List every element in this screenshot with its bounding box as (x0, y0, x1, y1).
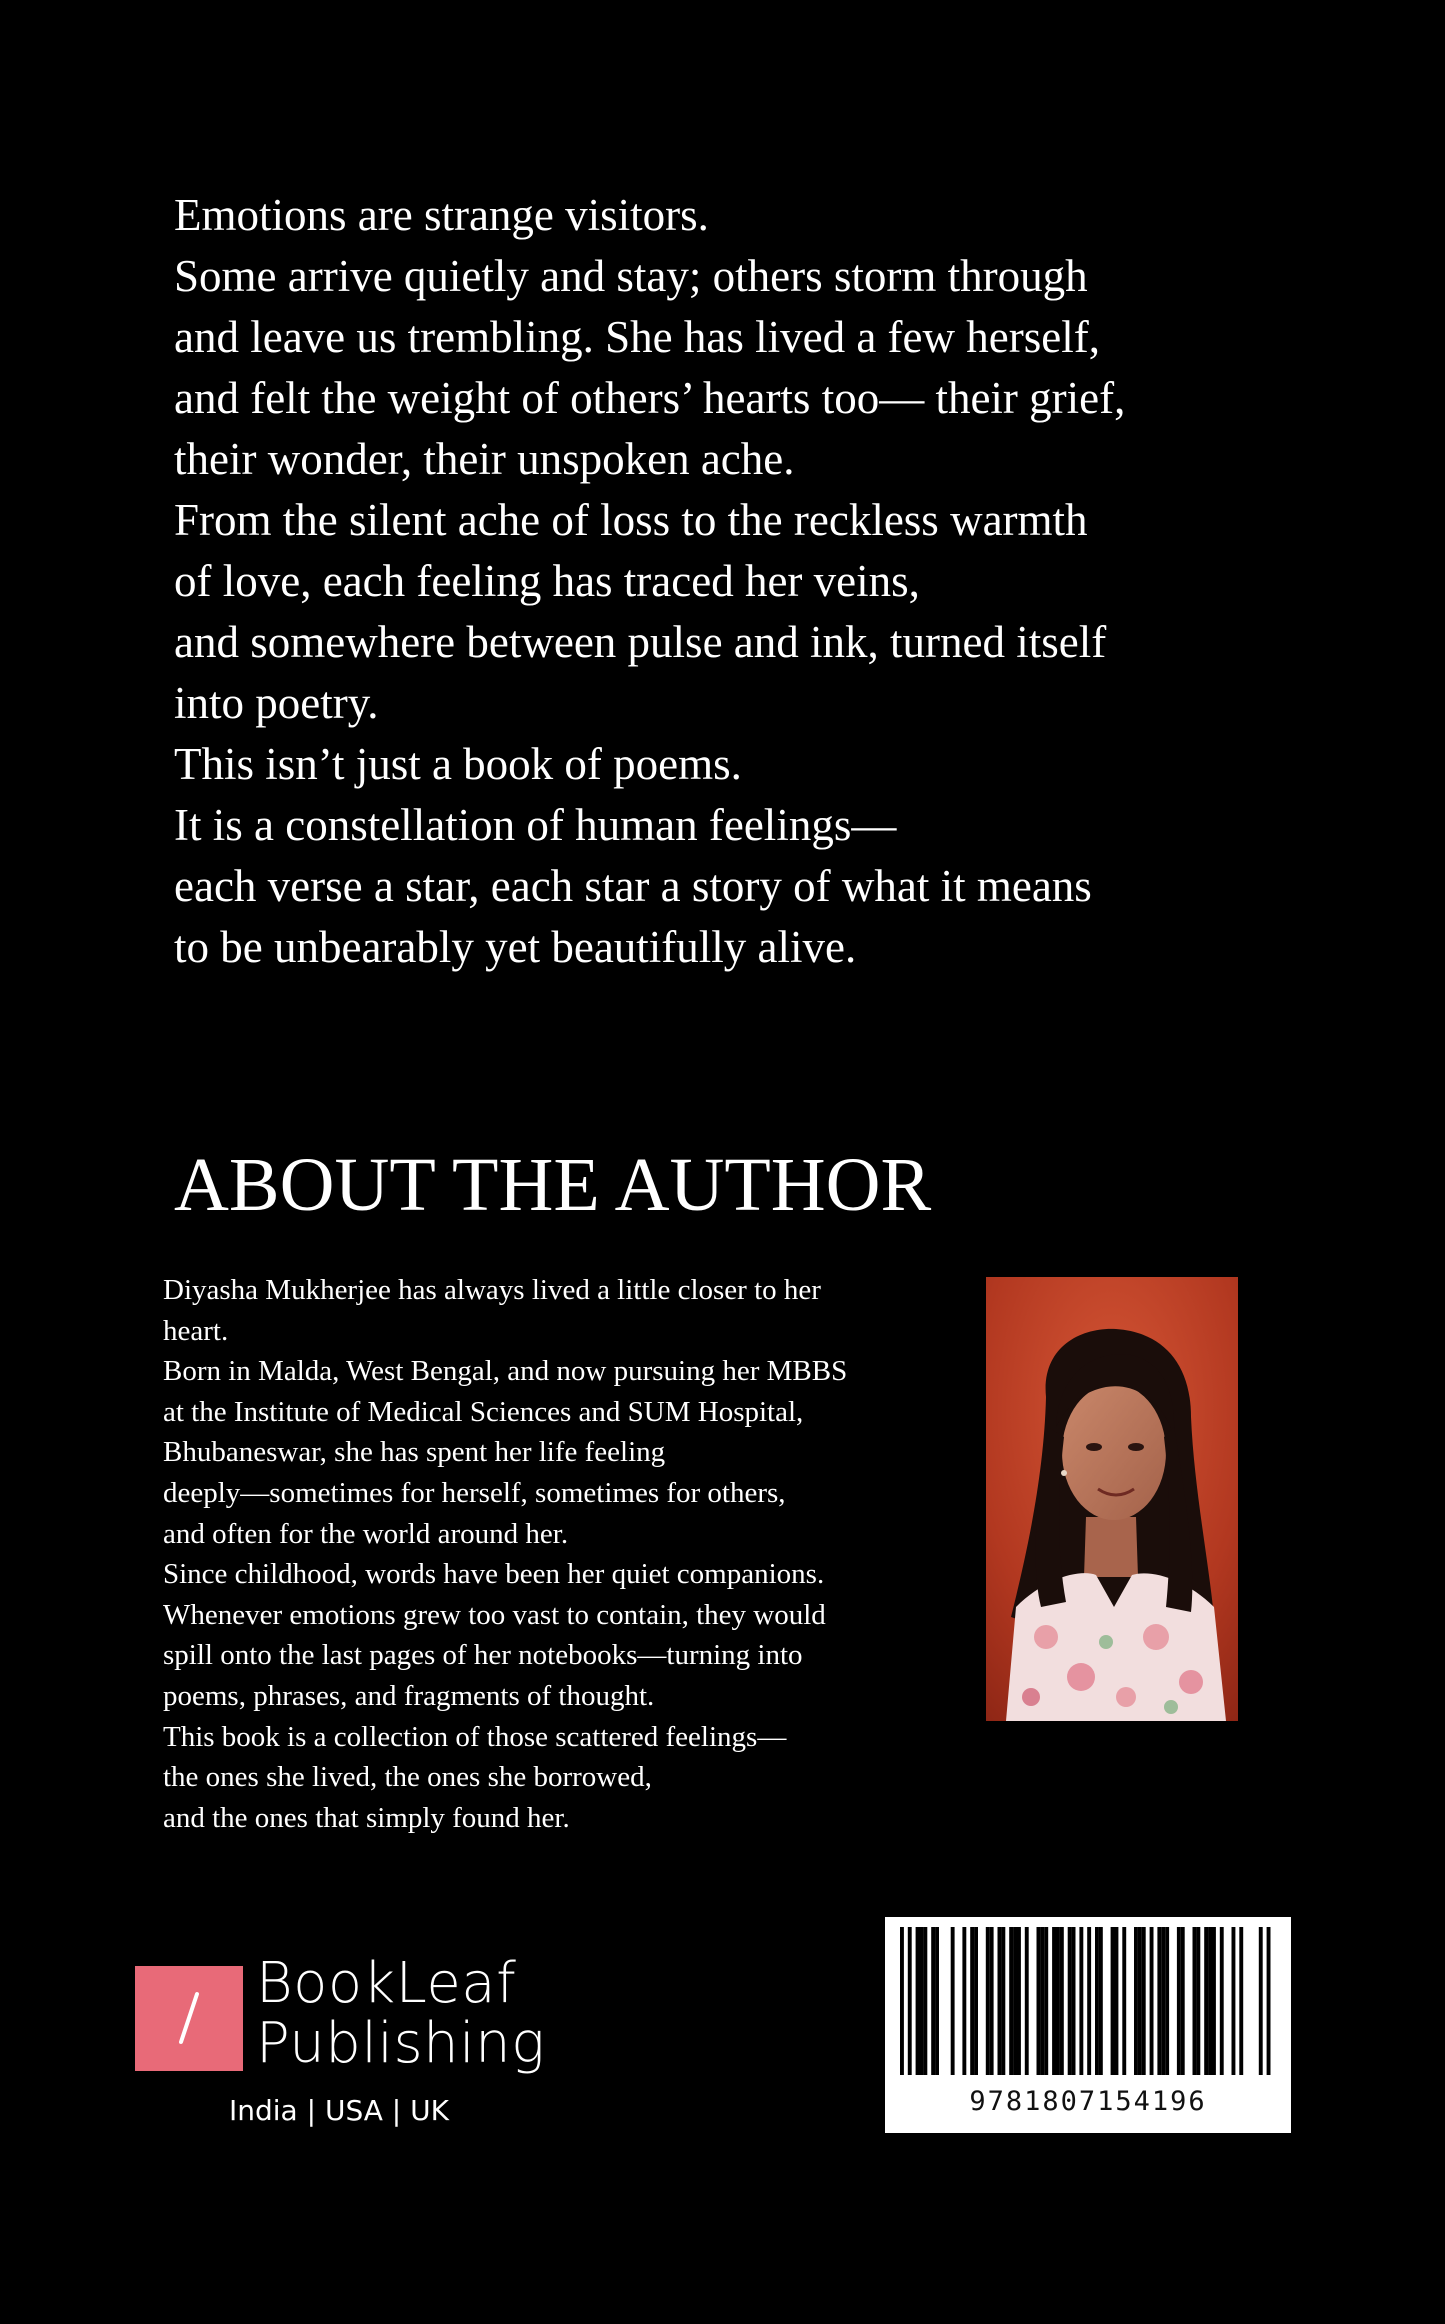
barcode-bar (1040, 1927, 1044, 2075)
barcode-bar (990, 1927, 994, 2075)
barcode-bar (1165, 1927, 1169, 2075)
bio-line: and often for the world around her. (163, 1517, 569, 1550)
barcode-bar (935, 1927, 939, 2075)
blurb-line: and leave us trembling. She has lived a few herself, (174, 312, 1100, 362)
barcode-bar (1013, 1927, 1017, 2075)
barcode-bar (1142, 1927, 1146, 2075)
blurb-line: Some arrive quietly and stay; others storm through (174, 251, 1088, 301)
barcode-bar (1267, 1927, 1271, 2075)
barcode-bar (986, 1927, 990, 2075)
publisher-logo (135, 1951, 555, 2142)
barcode-bar (1044, 1927, 1048, 2075)
barcode-bar (1232, 1927, 1236, 2075)
blurb-line: of love, each feeling has traced her veins, (174, 556, 920, 606)
bio-line: spill onto the last pages of her notebooks—turning into (163, 1639, 803, 1672)
barcode-bar (1134, 1927, 1138, 2075)
bio-line: Bhubaneswar, she has spent her life feeling (163, 1436, 666, 1469)
barcode-bar (1052, 1927, 1056, 2075)
blurb-line: each verse a star, each star a story of what it means (174, 861, 1092, 911)
author-bio (163, 1270, 963, 1838)
bio-line: Diyasha Mukherjee has always lived a little closer to her (163, 1274, 821, 1306)
barcode-bar (1181, 1927, 1185, 2075)
author-photo (986, 1277, 1238, 1721)
publisher-regions: India | USA | UK (229, 2094, 449, 2127)
publisher-name (256, 1951, 546, 2076)
barcode-bar (951, 1927, 955, 2075)
barcode-bar (1161, 1927, 1165, 2075)
barcode-bar (1009, 1927, 1013, 2075)
barcode-bar (998, 1927, 1002, 2075)
barcode-bar (920, 1927, 924, 2075)
barcode-bar (1193, 1927, 1197, 2075)
isbn-barcode (885, 1917, 1291, 2133)
barcode-bar (1095, 1927, 1099, 2075)
barcode-bar (1212, 1927, 1216, 2075)
barcode-bar (1220, 1927, 1224, 2075)
barcode-bar (1087, 1927, 1091, 2075)
barcode-bar (1150, 1927, 1154, 2075)
barcode-bar (1177, 1927, 1181, 2075)
barcode-bar (1072, 1927, 1076, 2075)
blurb-line: into poetry. (174, 678, 379, 728)
barcode-bar (970, 1927, 974, 2075)
bio-line: deeply—sometimes for herself, sometimes for others, (163, 1476, 786, 1509)
barcode-bar (1068, 1927, 1072, 2075)
barcode-bar (1017, 1927, 1021, 2075)
barcode-bar (1056, 1927, 1060, 2075)
barcode-bar (1111, 1927, 1115, 2075)
barcode-bar (1037, 1927, 1041, 2075)
barcode-bar (923, 1927, 927, 2075)
barcode-bar (1259, 1927, 1263, 2075)
bio-line: Since childhood, words have been her quiet companions. (163, 1558, 825, 1591)
barcode-bar (1157, 1927, 1161, 2075)
publisher-name-line2: Publishing (256, 2011, 546, 2076)
barcode-bar (1239, 1927, 1243, 2075)
barcode-bar (900, 1927, 904, 2075)
blurb-line: It is a constellation of human feelings— (174, 800, 897, 850)
bio-line: This book is a collection of those scattered feelings— (163, 1720, 787, 1753)
barcode-bar (1115, 1927, 1119, 2075)
barcode-bar (1001, 1927, 1005, 2075)
bio-line: at the Institute of Medical Sciences and SUM Hospital, (163, 1395, 804, 1428)
barcode-bar (1099, 1927, 1103, 2075)
blurb-line: to be unbearably yet beautifully alive. (174, 922, 857, 972)
barcode-bar (1208, 1927, 1212, 2075)
publisher-name-line1: BookLeaf (256, 1951, 517, 2016)
bio-line: Born in Malda, West Bengal, and now pursuing her MBBS (163, 1355, 848, 1388)
back-cover-blurb (174, 185, 1274, 978)
barcode-bar (1079, 1927, 1083, 2075)
blurb-line: This isn’t just a book of poems. (174, 739, 742, 789)
blurb-line: From the silent ache of loss to the reckless warmth (174, 495, 1088, 545)
barcode-bar (974, 1927, 978, 2075)
blurb-line: and felt the weight of others’ hearts too— their grief, (174, 373, 1126, 423)
blurb-line: and somewhere between pulse and ink, turned itself (174, 617, 1107, 667)
bio-line: the ones she lived, the ones she borrowed, (163, 1761, 652, 1794)
barcode-bar (1204, 1927, 1208, 2075)
barcode-bar (1025, 1927, 1029, 2075)
barcode-bar (908, 1927, 912, 2075)
isbn-number: 9781807154196 (969, 2086, 1207, 2117)
publisher-slash-icon (135, 1966, 243, 2071)
blurb-line: Emotions are strange visitors. (174, 190, 709, 240)
bio-line: and the ones that simply found her. (163, 1801, 570, 1834)
barcode-bar (962, 1927, 966, 2075)
blurb-line: their wonder, their unspoken ache. (174, 434, 795, 484)
barcode-bar (1060, 1927, 1064, 2075)
about-the-author-heading: ABOUT THE AUTHOR (174, 1143, 932, 1227)
barcode-bar (1138, 1927, 1142, 2075)
barcode-bar (916, 1927, 920, 2075)
barcode-bar (1196, 1927, 1200, 2075)
barcode-bar (1122, 1927, 1126, 2075)
barcode-bars (885, 1917, 1291, 2087)
bio-line: poems, phrases, and fragments of thought. (163, 1679, 655, 1712)
bio-line: heart. (163, 1314, 229, 1347)
bio-line: Whenever emotions grew too vast to contain, they would (163, 1598, 826, 1631)
barcode-bar (931, 1927, 935, 2075)
